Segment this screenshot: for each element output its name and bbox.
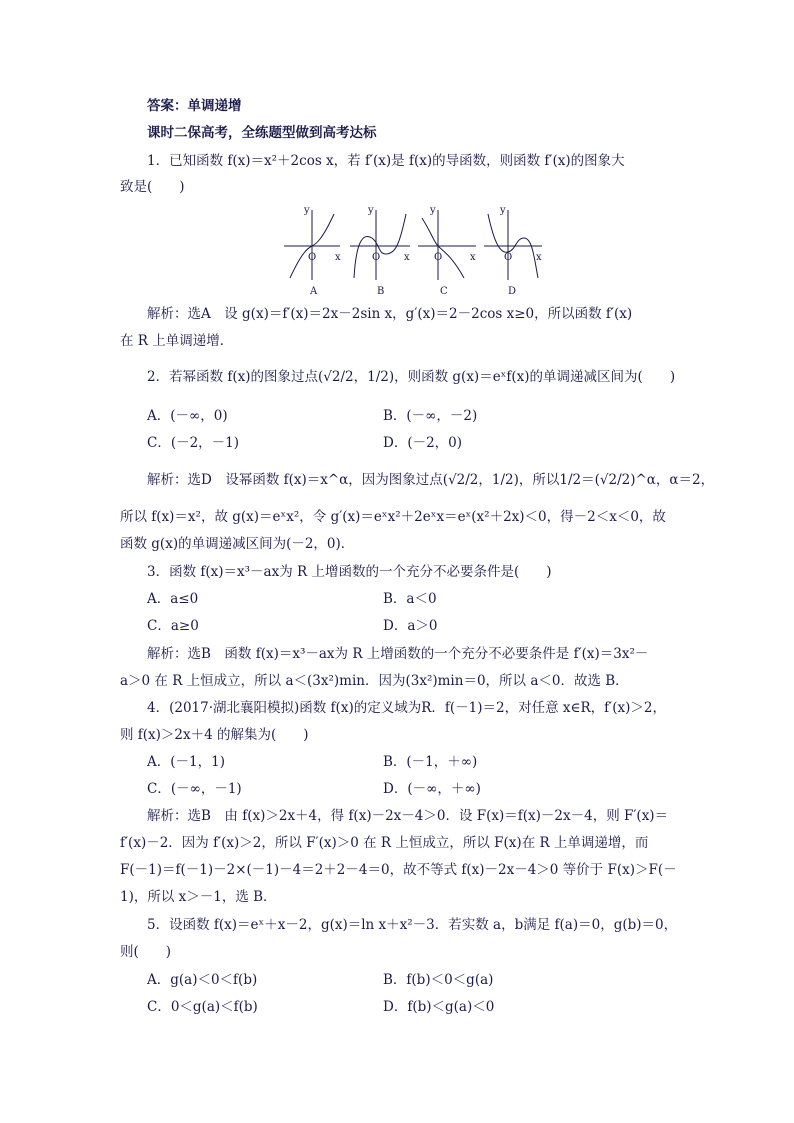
q5-stem-line2: 则( ) xyxy=(120,944,172,960)
q5-option-b: B．f(b)＜0＜g(a) xyxy=(383,972,494,988)
fig-b-o: O xyxy=(372,252,381,263)
fig-d-x: x xyxy=(536,252,542,263)
q5-option-a: A．g(a)＜0＜f(b) xyxy=(147,972,258,988)
q4-option-b: B．(－1，＋∞) xyxy=(383,754,478,770)
fig-a-x: x xyxy=(335,252,341,263)
q4-stem-line2: 则 f(x)＞2x＋4 的解集为( ) xyxy=(120,727,309,743)
q3-option-b: B．a＜0 xyxy=(383,591,437,607)
fig-b-label: B xyxy=(377,286,385,297)
q4-solution-line4: 1)，所以 x＞－1，选 B． xyxy=(120,889,277,905)
q1-solution-line1: 解析：选A 设 g(x)＝f′(x)＝2x－2sin x，g′(x)＝2－2cos x≥0，所以函数 f′(x) xyxy=(147,306,633,322)
q2-option-b: B．(－∞，－2) xyxy=(383,408,478,424)
fig-d-label: D xyxy=(508,286,517,297)
q5-option-d: D．f(b)＜g(a)＜0 xyxy=(383,999,495,1015)
q3-option-a: A．a≤0 xyxy=(147,591,199,607)
q1-stem-line2: 致是( ) xyxy=(120,179,185,195)
q2-option-c: C．(－2，－1) xyxy=(147,435,240,451)
q5-option-c: C．0＜g(a)＜f(b) xyxy=(147,999,258,1015)
fig-c-label: C xyxy=(440,286,448,297)
q3-solution-line1: 解析：选B 函数 f(x)＝x³－ax为 R 上增函数的一个充分不必要条件是 f′(x)＝3x²－ xyxy=(147,646,649,662)
q2-option-d: D．(－2，0) xyxy=(383,435,463,451)
fig-d-o: O xyxy=(504,252,513,263)
fig-b-x: x xyxy=(404,252,410,263)
q5-stem-line1: 5．设函数 f(x)＝eˣ＋x－2，g(x)＝ln x＋x²－3．若实数 a，b满足 f(a)＝0，g(b)＝0， xyxy=(147,917,678,933)
fig-d-y: y xyxy=(500,205,506,216)
q3-option-c: C．a≥0 xyxy=(147,618,199,634)
fig-c-x: x xyxy=(470,252,476,263)
q2-solution-line2: 所以 f(x)＝x²，故 g(x)＝eˣx²，令 g′(x)＝eˣx²＋2eˣx＝eˣ(x²＋2x)＜0，得－2＜x＜0，故 xyxy=(120,509,666,525)
q2-solution-line1: 解析：选D 设幂函数 f(x)＝x^α，因为图象过点(√2/2，1/2)，所以1/2＝(√2/2)^α，α＝2， xyxy=(147,472,715,488)
q4-option-a: A．(－1，1) xyxy=(147,754,225,770)
q3-option-d: D．a＞0 xyxy=(383,618,438,634)
q2-option-a: A．(－∞，0) xyxy=(147,408,228,424)
fig-a-label: A xyxy=(310,286,318,297)
q1-figure xyxy=(282,204,544,300)
section-title: 课时二保高考，全练题型做到高考达标 xyxy=(147,125,377,141)
q2-stem: 2．若幂函数 f(x)的图象过点(√2/2，1/2)，则函数 g(x)＝eˣf(x)的单调递减区间为( ) xyxy=(147,369,676,385)
fig-c-y: y xyxy=(430,205,436,216)
fig-c-o: O xyxy=(434,252,443,263)
answer-prev: 答案：单调递增 xyxy=(147,98,242,114)
fig-a-y: y xyxy=(304,205,310,216)
q4-stem-line1: 4．(2017·湖北襄阳模拟)函数 f(x)的定义域为R．f(－1)＝2，对任意 x∈R，f′(x)＞2， xyxy=(147,700,666,716)
q4-option-d: D．(－∞，＋∞) xyxy=(383,781,481,797)
fig-a-o: O xyxy=(308,252,317,263)
q1-stem-line1: 1．已知函数 f(x)＝x²＋2cos x，若 f′(x)是 f(x)的导函数，则函数 f′(x)的图象大 xyxy=(147,153,625,169)
q3-solution-line2: a＞0 在 R 上恒成立，所以 a＜(3x²)min．因为(3x²)min＝0，所以 a＜0．故选 B． xyxy=(120,673,629,689)
q4-solution-line1: 解析：选B 由 f(x)＞2x＋4，得 f(x)－2x－4＞0．设 F(x)＝f(x)－2x－4，则 F′(x)＝ xyxy=(147,808,669,824)
q4-solution-line3: F(－1)＝f(－1)－2×(－1)－4＝2＋2－4＝0，故不等式 f(x)－2x－4＞0 等价于 F(x)＞F(－ xyxy=(120,862,677,878)
q3-stem: 3．函数 f(x)＝x³－ax为 R 上增函数的一个充分不必要条件是( ) xyxy=(147,564,552,580)
q2-solution-line3: 函数 g(x)的单调递减区间为(－2，0)． xyxy=(120,536,355,552)
q4-solution-line2: f′(x)－2．因为 f′(x)＞2，所以 F′(x)＞0 在 R 上恒成立，所以 F(x)在 R 上单调递增，而 xyxy=(120,835,649,851)
q1-solution-line2: 在 R 上单调递增． xyxy=(120,333,234,349)
fig-b-y: y xyxy=(368,205,374,216)
q4-option-c: C．(－∞，－1) xyxy=(147,781,242,797)
